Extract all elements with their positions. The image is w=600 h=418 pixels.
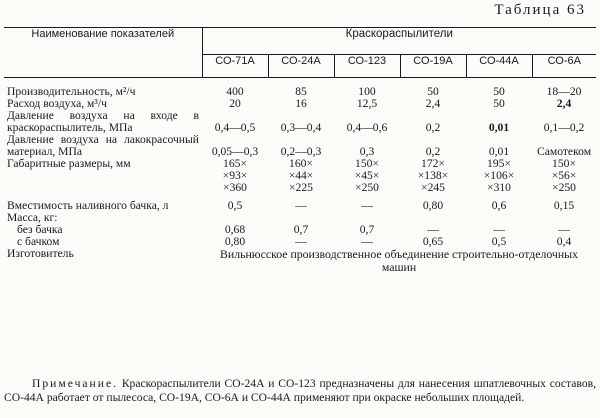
cell: 0,01	[488, 121, 510, 134]
param-label: Вместимость наливного бачка, л	[7, 199, 169, 212]
param-label: Давление воздуха на входе в краскораспылитель, МПа	[7, 109, 199, 134]
dim-part: ×45×	[354, 169, 380, 182]
cell: 0,80	[422, 199, 444, 212]
cell	[268, 158, 334, 194]
dim-part: 195×	[487, 157, 511, 170]
param-label: Расход воздуха, м³/ч	[7, 97, 107, 110]
cell: 2,4	[425, 97, 441, 110]
cell	[400, 158, 466, 194]
dim-part: ×310	[487, 181, 511, 194]
cell: 16	[295, 97, 307, 110]
cell	[532, 158, 596, 194]
param-label: Габаритные размеры, мм	[7, 157, 131, 170]
cell: 50	[427, 85, 439, 98]
cell: 0,65	[422, 235, 444, 248]
dim-part: ×250	[355, 181, 379, 194]
dim-part: ×225	[289, 181, 313, 194]
cell: 0,7	[293, 223, 309, 236]
cell: 0,15	[553, 199, 575, 212]
cell: —	[493, 223, 505, 236]
cell: 0,3	[359, 145, 375, 158]
param-label: Масса, кг:	[7, 211, 58, 224]
cell: 0,01	[488, 145, 510, 158]
dim-part: 160×	[289, 157, 313, 170]
cell: 100	[358, 85, 376, 98]
cell: 12,5	[356, 97, 378, 110]
param-label: Изготовитель	[7, 247, 74, 260]
cell: 0,7	[359, 223, 375, 236]
dim-part: ×93×	[222, 169, 248, 182]
cell: 400	[226, 85, 244, 98]
note-text: Краскораспылители СО-24А и СО-123 предназначены для нанесения шпатлевочных составов, СО-44А работает от пылесоса, СО-19А, СО-6А и СО-44А применяют при окраске небольших площадей.	[4, 377, 596, 404]
dim-part: 150×	[355, 157, 379, 170]
param-sublabel: с бачком	[17, 235, 60, 248]
dim-part: 172×	[421, 157, 445, 170]
model-header: СО-6А	[547, 55, 581, 67]
note-lead: Примечание.	[32, 377, 118, 390]
header-row-group	[4, 28, 596, 55]
cell: —	[295, 199, 307, 212]
cell: 20	[229, 97, 241, 110]
cell: 0,4—0,5	[214, 121, 256, 134]
dim-part: ×44×	[288, 169, 314, 182]
param-label: Давление воздуха на лакокрасочный материал, МПа	[7, 133, 199, 158]
maker-cell: Вильнюсское производственное объединение строительно-отделочных машин	[220, 247, 578, 274]
cell: 85	[295, 85, 307, 98]
dim-part: ×138×	[417, 169, 449, 182]
cell: 0,3—0,4	[280, 121, 322, 134]
cell: 18—20	[546, 85, 582, 98]
cell: 50	[493, 85, 505, 98]
cell: 0,05—0,3	[211, 145, 259, 158]
cell: 0,68	[224, 223, 246, 236]
cell: —	[558, 223, 570, 236]
group-header: Краскораспылители	[202, 28, 596, 55]
dim-part: ×250	[552, 181, 576, 194]
model-header: СО-19А	[400, 55, 466, 78]
table-row	[4, 158, 596, 194]
cell: —	[361, 199, 373, 212]
cell: 0,1—0,2	[543, 121, 585, 134]
dim-part: 150×	[552, 157, 576, 170]
table-note	[4, 377, 596, 405]
cell: Самотеком	[537, 145, 592, 158]
cell: —	[361, 235, 373, 248]
dim-part: ×360	[223, 181, 247, 194]
param-label: Производительность, м²/ч	[7, 85, 136, 98]
spec-table	[4, 27, 596, 274]
cell: 50	[493, 97, 505, 110]
cell	[334, 158, 400, 194]
table-row	[4, 134, 596, 158]
cell: 0,80	[224, 235, 246, 248]
cell: 0,5	[491, 235, 507, 248]
cell: 0,6	[491, 199, 507, 212]
cell: 2,4	[556, 97, 572, 110]
dim-part: 165×	[223, 157, 247, 170]
model-header: СО-44А	[466, 55, 532, 78]
table-row	[4, 110, 596, 134]
cell: 0,4	[556, 235, 572, 248]
cell: 0,2	[425, 145, 441, 158]
cell	[466, 158, 532, 194]
param-column-header: Наименование показателей	[4, 28, 202, 78]
cell: 0,2—0,3	[280, 145, 322, 158]
cell: —	[427, 223, 439, 236]
table-caption: Таблица 63	[494, 2, 586, 18]
model-header: СО-123	[334, 55, 400, 78]
dim-part: ×245	[421, 181, 445, 194]
cell	[202, 158, 268, 194]
model-header: СО-24А	[268, 55, 334, 78]
param-sublabel: без бачка	[17, 223, 63, 236]
cell: 0,2	[425, 121, 441, 134]
cell: 0,4—0,6	[346, 121, 388, 134]
cell: —	[295, 235, 307, 248]
model-header: СО-71А	[202, 55, 268, 78]
dim-part: ×56×	[551, 169, 577, 182]
table-row	[4, 200, 596, 212]
table-row	[4, 248, 596, 274]
cell: 0,5	[227, 199, 243, 212]
dim-part: ×106×	[483, 169, 515, 182]
